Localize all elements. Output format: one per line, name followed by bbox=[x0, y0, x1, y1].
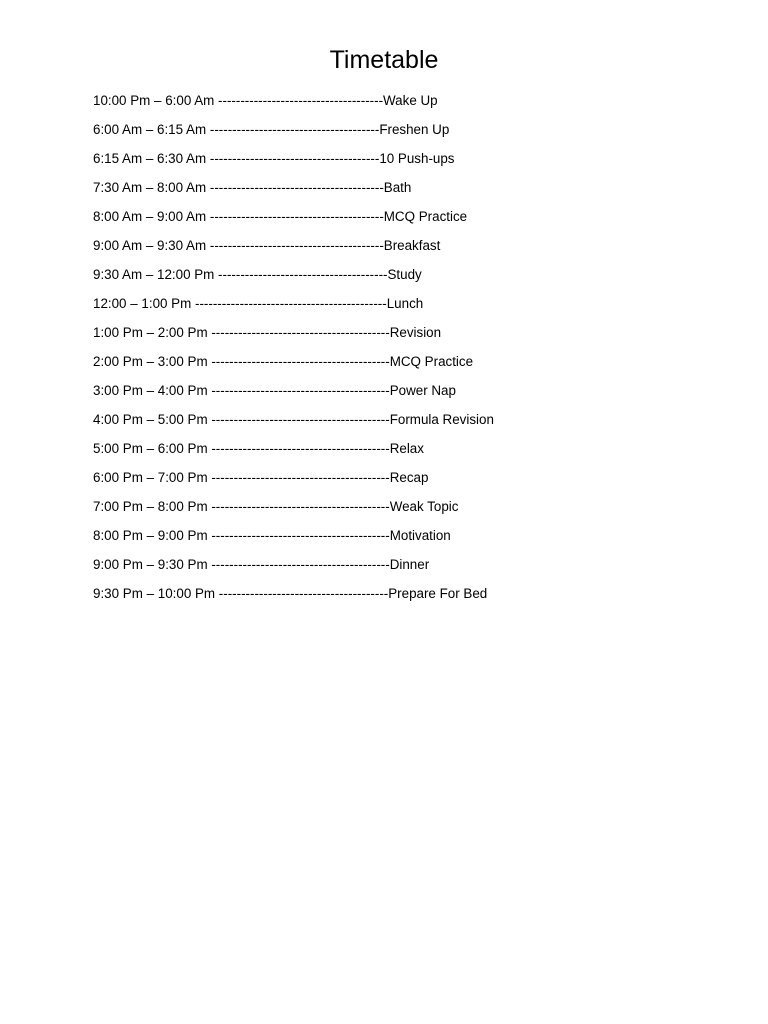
timetable-row: 2:00 Pm – 3:00 Pm ----------------------------------------MCQ Practice bbox=[93, 354, 474, 369]
timetable-row: 6:15 Am – 6:30 Am --------------------------------------10 Push-ups bbox=[93, 151, 455, 166]
timetable-list bbox=[93, 89, 693, 611]
timetable-row: 4:00 Pm – 5:00 Pm ----------------------------------------Formula Revision bbox=[93, 412, 494, 427]
timetable-row: 12:00 – 1:00 Pm -------------------------------------------Lunch bbox=[93, 296, 424, 311]
timetable-row: 5:00 Pm – 6:00 Pm ----------------------------------------Relax bbox=[93, 441, 424, 456]
timetable-row: 6:00 Pm – 7:00 Pm ----------------------------------------Recap bbox=[93, 470, 429, 485]
timetable-row: 6:00 Am – 6:15 Am --------------------------------------Freshen Up bbox=[93, 122, 450, 137]
page-title: Timetable bbox=[329, 46, 439, 74]
timetable-row: 8:00 Pm – 9:00 Pm ----------------------------------------Motivation bbox=[93, 528, 451, 543]
timetable-row: 9:30 Pm – 10:00 Pm --------------------------------------Prepare For Bed bbox=[93, 586, 488, 601]
timetable-row: 3:00 Pm – 4:00 Pm ----------------------------------------Power Nap bbox=[93, 383, 456, 398]
timetable-row: 8:00 Am – 9:00 Am ---------------------------------------MCQ Practice bbox=[93, 209, 468, 224]
timetable-row: 9:30 Am – 12:00 Pm --------------------------------------Study bbox=[93, 267, 422, 282]
timetable-row: 1:00 Pm – 2:00 Pm ----------------------------------------Revision bbox=[93, 325, 442, 340]
timetable-row: 7:00 Pm – 8:00 Pm ----------------------------------------Weak Topic bbox=[93, 499, 459, 514]
timetable-row: 9:00 Am – 9:30 Am ---------------------------------------Breakfast bbox=[93, 238, 441, 253]
timetable-row: 7:30 Am – 8:00 Am ---------------------------------------Bath bbox=[93, 180, 412, 195]
timetable-row: 10:00 Pm – 6:00 Am -------------------------------------Wake Up bbox=[93, 93, 438, 108]
timetable-row: 9:00 Pm – 9:30 Pm ----------------------------------------Dinner bbox=[93, 557, 430, 572]
